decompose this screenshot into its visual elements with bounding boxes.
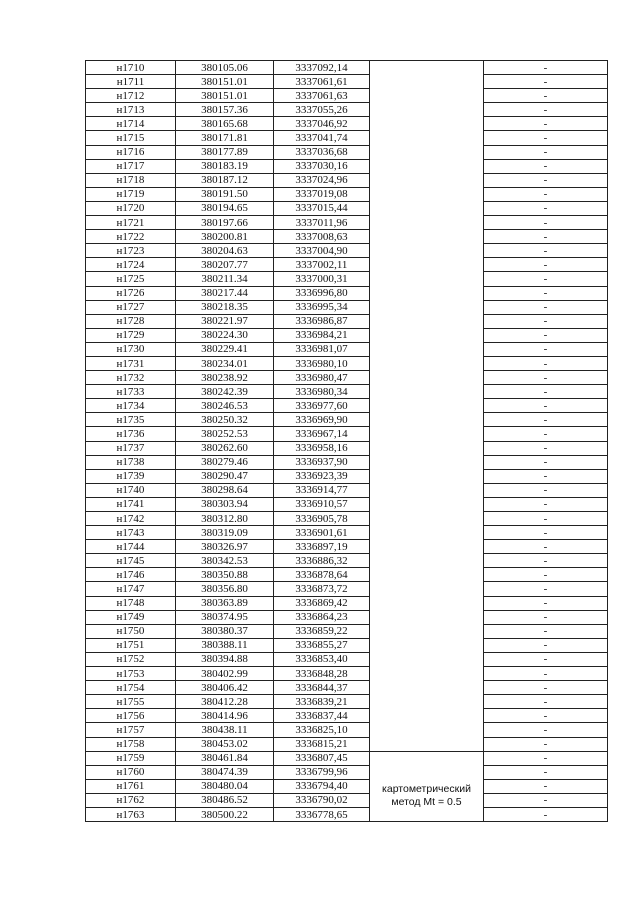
table-row <box>86 187 608 201</box>
x-coordinate-cell: 380438.11 <box>176 723 274 737</box>
y-coordinate-cell: 3336886,32 <box>274 554 370 568</box>
x-coordinate-cell: 380252.53 <box>176 427 274 441</box>
x-coordinate-cell: 380105.06 <box>176 61 274 75</box>
precision-cell: - <box>484 512 608 526</box>
table-row <box>86 695 608 709</box>
precision-cell: - <box>484 286 608 300</box>
x-coordinate-cell: 380363.89 <box>176 596 274 610</box>
precision-cell: - <box>484 131 608 145</box>
y-coordinate-cell: 3336958,16 <box>274 441 370 455</box>
y-coordinate-cell: 3336837,44 <box>274 709 370 723</box>
precision-cell: - <box>484 75 608 89</box>
y-coordinate-cell: 3336980,34 <box>274 385 370 399</box>
y-coordinate-cell: 3337008,63 <box>274 230 370 244</box>
table-row <box>86 145 608 159</box>
point-id-cell: н1741 <box>86 497 176 511</box>
y-coordinate-cell: 3337046,92 <box>274 117 370 131</box>
table-row <box>86 258 608 272</box>
table-row <box>86 371 608 385</box>
table-row <box>86 286 608 300</box>
table-row <box>86 441 608 455</box>
y-coordinate-cell: 3336995,34 <box>274 300 370 314</box>
x-coordinate-cell: 380350.88 <box>176 568 274 582</box>
precision-cell: - <box>484 413 608 427</box>
point-id-cell: н1746 <box>86 568 176 582</box>
precision-cell: - <box>484 145 608 159</box>
precision-cell: - <box>484 652 608 666</box>
precision-cell: - <box>484 751 608 765</box>
y-coordinate-cell: 3336967,14 <box>274 427 370 441</box>
point-id-cell: н1720 <box>86 201 176 215</box>
x-coordinate-cell: 380342.53 <box>176 554 274 568</box>
precision-cell: - <box>484 469 608 483</box>
table-row <box>86 554 608 568</box>
y-coordinate-cell: 3336790,02 <box>274 793 370 807</box>
x-coordinate-cell: 380151.01 <box>176 75 274 89</box>
x-coordinate-cell: 380211.34 <box>176 272 274 286</box>
precision-cell: - <box>484 596 608 610</box>
y-coordinate-cell: 3337061,61 <box>274 75 370 89</box>
y-coordinate-cell: 3336923,39 <box>274 469 370 483</box>
precision-cell: - <box>484 230 608 244</box>
point-id-cell: н1747 <box>86 582 176 596</box>
precision-cell: - <box>484 681 608 695</box>
x-coordinate-cell: 380221.97 <box>176 314 274 328</box>
table-row <box>86 709 608 723</box>
table-row <box>86 272 608 286</box>
precision-cell: - <box>484 695 608 709</box>
method-label-line2: метод Mt = 0.5 <box>391 796 462 809</box>
y-coordinate-cell: 3336996,80 <box>274 286 370 300</box>
x-coordinate-cell: 380374.95 <box>176 610 274 624</box>
y-coordinate-cell: 3336778,65 <box>274 807 370 821</box>
table-row <box>86 103 608 117</box>
table-row <box>86 751 608 765</box>
x-coordinate-cell: 380191.50 <box>176 187 274 201</box>
y-coordinate-cell: 3337011,96 <box>274 216 370 230</box>
precision-cell: - <box>484 624 608 638</box>
point-id-cell: н1748 <box>86 596 176 610</box>
precision-cell: - <box>484 385 608 399</box>
x-coordinate-cell: 380151.01 <box>176 89 274 103</box>
precision-cell: - <box>484 568 608 582</box>
point-id-cell: н1711 <box>86 75 176 89</box>
table-row <box>86 610 608 624</box>
precision-cell: - <box>484 638 608 652</box>
table-row <box>86 385 608 399</box>
y-coordinate-cell: 3337004,90 <box>274 244 370 258</box>
x-coordinate-cell: 380356.80 <box>176 582 274 596</box>
table-row <box>86 723 608 737</box>
table-row <box>86 314 608 328</box>
y-coordinate-cell: 3336873,72 <box>274 582 370 596</box>
point-id-cell: н1751 <box>86 638 176 652</box>
table-row <box>86 75 608 89</box>
table-row <box>86 652 608 666</box>
method-label-line1: картометрический <box>382 783 471 796</box>
point-id-cell: н1734 <box>86 399 176 413</box>
y-coordinate-cell: 3336848,28 <box>274 667 370 681</box>
precision-cell: - <box>484 342 608 356</box>
x-coordinate-cell: 380312.80 <box>176 512 274 526</box>
table-row <box>86 244 608 258</box>
method-cell <box>370 751 484 821</box>
precision-cell: - <box>484 793 608 807</box>
point-id-cell: н1738 <box>86 455 176 469</box>
y-coordinate-cell: 3336878,64 <box>274 568 370 582</box>
point-id-cell: н1740 <box>86 483 176 497</box>
y-coordinate-cell: 3337002,11 <box>274 258 370 272</box>
x-coordinate-cell: 380204.63 <box>176 244 274 258</box>
precision-cell: - <box>484 300 608 314</box>
y-coordinate-cell: 3337000,31 <box>274 272 370 286</box>
table-row <box>86 582 608 596</box>
precision-cell: - <box>484 272 608 286</box>
point-id-cell: н1750 <box>86 624 176 638</box>
y-coordinate-cell: 3336815,21 <box>274 737 370 751</box>
x-coordinate-cell: 380200.81 <box>176 230 274 244</box>
table-row <box>86 667 608 681</box>
precision-cell: - <box>484 89 608 103</box>
x-coordinate-cell: 380486.52 <box>176 793 274 807</box>
precision-cell: - <box>484 441 608 455</box>
precision-cell: - <box>484 314 608 328</box>
point-id-cell: н1743 <box>86 526 176 540</box>
x-coordinate-cell: 380224.30 <box>176 328 274 342</box>
y-coordinate-cell: 3336839,21 <box>274 695 370 709</box>
point-id-cell: н1729 <box>86 328 176 342</box>
x-coordinate-cell: 380238.92 <box>176 371 274 385</box>
table-row <box>86 765 608 779</box>
x-coordinate-cell: 380298.64 <box>176 483 274 497</box>
point-id-cell: н1731 <box>86 356 176 370</box>
y-coordinate-cell: 3336807,45 <box>274 751 370 765</box>
point-id-cell: н1757 <box>86 723 176 737</box>
precision-cell: - <box>484 526 608 540</box>
table-row <box>86 356 608 370</box>
precision-cell: - <box>484 328 608 342</box>
table-row <box>86 540 608 554</box>
table-row <box>86 779 608 793</box>
table-row <box>86 483 608 497</box>
method-cell-upper <box>370 61 484 752</box>
point-id-cell: н1716 <box>86 145 176 159</box>
precision-cell: - <box>484 779 608 793</box>
x-coordinate-cell: 380197.66 <box>176 216 274 230</box>
precision-cell: - <box>484 723 608 737</box>
x-coordinate-cell: 380453.02 <box>176 737 274 751</box>
y-coordinate-cell: 3337061,63 <box>274 89 370 103</box>
point-id-cell: н1759 <box>86 751 176 765</box>
x-coordinate-cell: 380250.32 <box>176 413 274 427</box>
table-row <box>86 568 608 582</box>
precision-cell: - <box>484 427 608 441</box>
precision-cell: - <box>484 258 608 272</box>
point-id-cell: н1724 <box>86 258 176 272</box>
y-coordinate-cell: 3337055,26 <box>274 103 370 117</box>
y-coordinate-cell: 3336981,07 <box>274 342 370 356</box>
point-id-cell: н1718 <box>86 173 176 187</box>
table-row <box>86 681 608 695</box>
x-coordinate-cell: 380406.42 <box>176 681 274 695</box>
x-coordinate-cell: 380234.01 <box>176 356 274 370</box>
point-id-cell: н1721 <box>86 216 176 230</box>
x-coordinate-cell: 380242.39 <box>176 385 274 399</box>
y-coordinate-cell: 3336859,22 <box>274 624 370 638</box>
precision-cell: - <box>484 173 608 187</box>
table-row <box>86 342 608 356</box>
precision-cell: - <box>484 582 608 596</box>
y-coordinate-cell: 3336977,60 <box>274 399 370 413</box>
x-coordinate-cell: 380262.60 <box>176 441 274 455</box>
table-row <box>86 526 608 540</box>
point-id-cell: н1735 <box>86 413 176 427</box>
point-id-cell: н1719 <box>86 187 176 201</box>
precision-cell: - <box>484 737 608 751</box>
table-row <box>86 216 608 230</box>
point-id-cell: н1725 <box>86 272 176 286</box>
x-coordinate-cell: 380402.99 <box>176 667 274 681</box>
y-coordinate-cell: 3336799,96 <box>274 765 370 779</box>
point-id-cell: н1722 <box>86 230 176 244</box>
y-coordinate-cell: 3336969,90 <box>274 413 370 427</box>
precision-cell: - <box>484 216 608 230</box>
point-id-cell: н1744 <box>86 540 176 554</box>
x-coordinate-cell: 380303.94 <box>176 497 274 511</box>
precision-cell: - <box>484 610 608 624</box>
precision-cell: - <box>484 765 608 779</box>
x-coordinate-cell: 380412.28 <box>176 695 274 709</box>
table-row <box>86 469 608 483</box>
point-id-cell: н1733 <box>86 385 176 399</box>
precision-cell: - <box>484 667 608 681</box>
y-coordinate-cell: 3336937,90 <box>274 455 370 469</box>
y-coordinate-cell: 3336864,23 <box>274 610 370 624</box>
y-coordinate-cell: 3337092,14 <box>274 61 370 75</box>
table-row <box>86 455 608 469</box>
point-id-cell: н1753 <box>86 667 176 681</box>
precision-cell: - <box>484 103 608 117</box>
y-coordinate-cell: 3336897,19 <box>274 540 370 554</box>
precision-cell: - <box>484 117 608 131</box>
x-coordinate-cell: 380500.22 <box>176 807 274 821</box>
point-id-cell: н1713 <box>86 103 176 117</box>
table-row <box>86 328 608 342</box>
table-row <box>86 230 608 244</box>
x-coordinate-cell: 380326.97 <box>176 540 274 554</box>
x-coordinate-cell: 380290.47 <box>176 469 274 483</box>
precision-cell: - <box>484 483 608 497</box>
precision-cell: - <box>484 201 608 215</box>
precision-cell: - <box>484 187 608 201</box>
point-id-cell: н1727 <box>86 300 176 314</box>
precision-cell: - <box>484 455 608 469</box>
x-coordinate-cell: 380194.65 <box>176 201 274 215</box>
table-row <box>86 173 608 187</box>
precision-cell: - <box>484 399 608 413</box>
table-row <box>86 512 608 526</box>
point-id-cell: н1752 <box>86 652 176 666</box>
precision-cell: - <box>484 807 608 821</box>
precision-cell: - <box>484 61 608 75</box>
point-id-cell: н1726 <box>86 286 176 300</box>
y-coordinate-cell: 3337019,08 <box>274 187 370 201</box>
x-coordinate-cell: 380279.46 <box>176 455 274 469</box>
point-id-cell: н1717 <box>86 159 176 173</box>
point-id-cell: н1710 <box>86 61 176 75</box>
x-coordinate-cell: 380217.44 <box>176 286 274 300</box>
y-coordinate-cell: 3337036,68 <box>274 145 370 159</box>
y-coordinate-cell: 3336901,61 <box>274 526 370 540</box>
y-coordinate-cell: 3336794,40 <box>274 779 370 793</box>
point-id-cell: н1715 <box>86 131 176 145</box>
point-id-cell: н1736 <box>86 427 176 441</box>
table-row <box>86 807 608 821</box>
point-id-cell: н1737 <box>86 441 176 455</box>
x-coordinate-cell: 380394.88 <box>176 652 274 666</box>
point-id-cell: н1762 <box>86 793 176 807</box>
table-row <box>86 89 608 103</box>
table-row <box>86 413 608 427</box>
point-id-cell: н1714 <box>86 117 176 131</box>
y-coordinate-cell: 3336986,87 <box>274 314 370 328</box>
x-coordinate-cell: 380480.04 <box>176 779 274 793</box>
x-coordinate-cell: 380218.35 <box>176 300 274 314</box>
table-row <box>86 793 608 807</box>
precision-cell: - <box>484 497 608 511</box>
table-row <box>86 638 608 652</box>
x-coordinate-cell: 380177.89 <box>176 145 274 159</box>
point-id-cell: н1723 <box>86 244 176 258</box>
x-coordinate-cell: 380380.37 <box>176 624 274 638</box>
table-row <box>86 596 608 610</box>
x-coordinate-cell: 380461.84 <box>176 751 274 765</box>
table-row <box>86 61 608 75</box>
y-coordinate-cell: 3336869,42 <box>274 596 370 610</box>
point-id-cell: н1761 <box>86 779 176 793</box>
y-coordinate-cell: 3336825,10 <box>274 723 370 737</box>
table-row <box>86 427 608 441</box>
x-coordinate-cell: 380319.09 <box>176 526 274 540</box>
table-row <box>86 399 608 413</box>
y-coordinate-cell: 3336914,77 <box>274 483 370 497</box>
y-coordinate-cell: 3336855,27 <box>274 638 370 652</box>
y-coordinate-cell: 3337015,44 <box>274 201 370 215</box>
x-coordinate-cell: 380165.68 <box>176 117 274 131</box>
point-id-cell: н1763 <box>86 807 176 821</box>
precision-cell: - <box>484 540 608 554</box>
coordinates-table <box>85 60 608 822</box>
table-row <box>86 159 608 173</box>
x-coordinate-cell: 380246.53 <box>176 399 274 413</box>
point-id-cell: н1745 <box>86 554 176 568</box>
precision-cell: - <box>484 159 608 173</box>
point-id-cell: н1755 <box>86 695 176 709</box>
table-row <box>86 117 608 131</box>
x-coordinate-cell: 380183.19 <box>176 159 274 173</box>
point-id-cell: н1730 <box>86 342 176 356</box>
y-coordinate-cell: 3336980,47 <box>274 371 370 385</box>
point-id-cell: н1728 <box>86 314 176 328</box>
point-id-cell: н1712 <box>86 89 176 103</box>
x-coordinate-cell: 380187.12 <box>176 173 274 187</box>
table-row <box>86 131 608 145</box>
point-id-cell: н1760 <box>86 765 176 779</box>
y-coordinate-cell: 3337041,74 <box>274 131 370 145</box>
table-row <box>86 624 608 638</box>
coordinates-table-body <box>86 61 608 822</box>
point-id-cell: н1739 <box>86 469 176 483</box>
x-coordinate-cell: 380171.81 <box>176 131 274 145</box>
x-coordinate-cell: 380388.11 <box>176 638 274 652</box>
point-id-cell: н1749 <box>86 610 176 624</box>
y-coordinate-cell: 3336844,37 <box>274 681 370 695</box>
precision-cell: - <box>484 371 608 385</box>
point-id-cell: н1756 <box>86 709 176 723</box>
y-coordinate-cell: 3336980,10 <box>274 356 370 370</box>
y-coordinate-cell: 3336984,21 <box>274 328 370 342</box>
table-row <box>86 201 608 215</box>
x-coordinate-cell: 380229.41 <box>176 342 274 356</box>
x-coordinate-cell: 380474.39 <box>176 765 274 779</box>
y-coordinate-cell: 3337030,16 <box>274 159 370 173</box>
point-id-cell: н1758 <box>86 737 176 751</box>
point-id-cell: н1742 <box>86 512 176 526</box>
precision-cell: - <box>484 356 608 370</box>
y-coordinate-cell: 3336910,57 <box>274 497 370 511</box>
table-row <box>86 737 608 751</box>
y-coordinate-cell: 3336853,40 <box>274 652 370 666</box>
precision-cell: - <box>484 244 608 258</box>
x-coordinate-cell: 380414.96 <box>176 709 274 723</box>
point-id-cell: н1754 <box>86 681 176 695</box>
y-coordinate-cell: 3336905,78 <box>274 512 370 526</box>
point-id-cell: н1732 <box>86 371 176 385</box>
x-coordinate-cell: 380207.77 <box>176 258 274 272</box>
table-row <box>86 497 608 511</box>
x-coordinate-cell: 380157.36 <box>176 103 274 117</box>
table-row <box>86 300 608 314</box>
y-coordinate-cell: 3337024,96 <box>274 173 370 187</box>
precision-cell: - <box>484 709 608 723</box>
precision-cell: - <box>484 554 608 568</box>
